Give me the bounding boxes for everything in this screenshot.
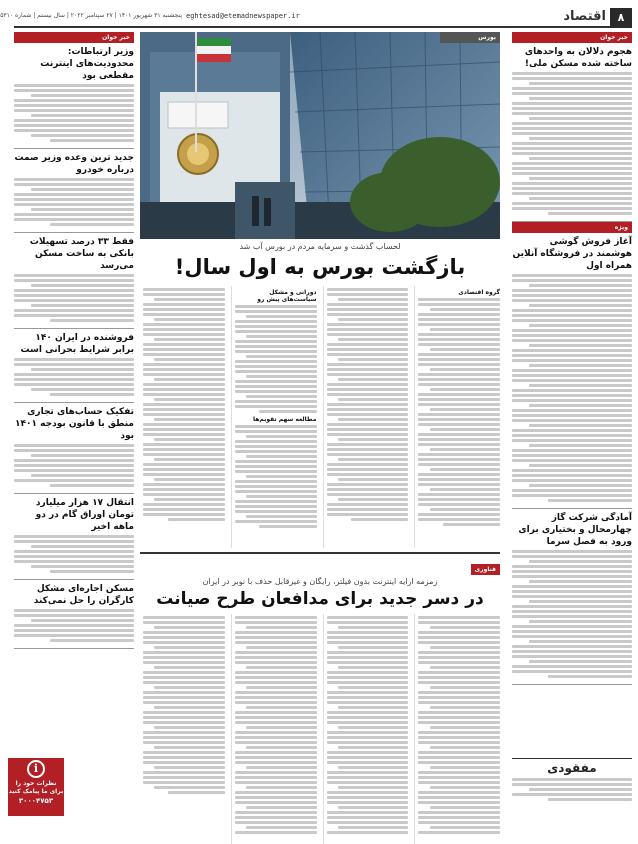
news-title: تفکیک حساب‌های تجاری منطق با قانون بودجه ۱۴۰۱ بود: [15, 407, 134, 441]
second-story-headline: در دسر جدید برای مدافعان طرح صیانت: [156, 589, 484, 609]
lead-article-body: [140, 286, 500, 548]
article-text: [512, 550, 632, 678]
lost-notice-text: [512, 778, 632, 801]
article-text: [14, 609, 134, 642]
article-text: [14, 358, 134, 396]
news-title: وزیر ارتباطات: محدودیت‌های اینترنت مقطعی بود: [40, 47, 134, 81]
second-story-body: [140, 614, 500, 844]
news-title: انتقال ۱۷ هزار میلیارد تومان اوراق گام در دو ماهه اخیر: [35, 498, 134, 532]
article-column: [140, 286, 225, 548]
article-text: [512, 274, 632, 502]
news-item[interactable]: [14, 233, 134, 329]
lost-notice-title: مفقودی: [547, 761, 597, 775]
news-title: مسکن اجاره‌ای مشکل کارگران را حل نمی‌کند: [33, 584, 134, 606]
news-item[interactable]: [14, 43, 134, 149]
lead-subheadline: لحساب گذشت و سرمایه مردم در بورس آب شد: [239, 242, 401, 251]
section-tag: فناوری: [471, 564, 500, 575]
lead-photo: [140, 32, 500, 239]
news-item[interactable]: [14, 329, 134, 403]
info-icon: i: [27, 760, 45, 778]
dateline: پنجشنبه ۳۱ شهریور ۱۴۰۱ | ۲۷ سپتامبر ۲۰۲۲ | سال بیستم | شماره ۵۳۱۰: [0, 12, 182, 19]
news-item[interactable]: [14, 403, 134, 494]
sms-feedback-text: نظرات خود را برای ما پیامک کنید: [8, 780, 64, 795]
sms-feedback-box[interactable]: [8, 758, 64, 816]
story-divider: [140, 552, 500, 554]
article-text: [14, 84, 134, 142]
article-column: [323, 286, 409, 548]
main-column: [140, 32, 500, 818]
page-header: [0, 8, 632, 28]
news-title: هجوم دلالان به واحدهای ساخته شده مسکن ملی!: [524, 47, 632, 69]
news-title: فروشنده در ایران ۱۴۰ برابر شرایط بحرانی است: [20, 333, 134, 355]
news-item[interactable]: [14, 494, 134, 580]
news-item[interactable]: [512, 43, 632, 222]
section-tag: بورس: [440, 32, 500, 43]
right-column: [512, 32, 632, 685]
news-title: آمادگی شرکت گاز چهارمحال و بختیاری برای ورود به فصل سرما: [518, 513, 632, 547]
news-item[interactable]: [14, 580, 134, 649]
article-text: [512, 72, 632, 215]
article-text: [14, 274, 134, 322]
article-text: [14, 444, 134, 487]
column-subhead: مطالعه سهم تقویم‌ها: [252, 416, 317, 423]
stock-exchange-building-image: [140, 32, 500, 239]
section-tag: خبر خوان: [14, 32, 134, 43]
news-title: آغاز فروش گوشی هوشمند در فروشگاه آنلاین همراه اول: [512, 237, 632, 271]
article-column: [414, 286, 500, 548]
left-column: [14, 32, 134, 649]
news-item[interactable]: [512, 233, 632, 509]
section-title: اقتصاد: [563, 9, 606, 24]
section-tag: ویژه: [512, 222, 632, 233]
news-item[interactable]: [14, 149, 134, 233]
article-text: [14, 178, 134, 226]
column-subhead: دورانی و مشکل سیاست‌های پیش رو: [257, 289, 317, 303]
lost-notice: [512, 758, 632, 816]
second-story[interactable]: [140, 556, 500, 844]
second-story-subheadline: زمزمه ارایه اینترنت بدون فیلتر، رایگان و غیرقابل حذف با نوبر در ایران: [202, 577, 438, 586]
sms-number: ۳۰۰۰۴۷۵۳: [18, 797, 54, 805]
column-subhead: گروه اقتصادی: [458, 289, 500, 296]
lead-headline: بازگشت بورس به اول سال!: [174, 255, 466, 279]
section-tag: خبر خوان: [512, 32, 632, 43]
news-title: فقط ۳۳ درصد تسهیلات بانکی به ساخت مسکن می‌رسد: [29, 237, 134, 271]
news-item[interactable]: [512, 509, 632, 685]
article-text: [14, 535, 134, 573]
page-number: ۸: [610, 8, 632, 28]
article-column: [231, 286, 317, 548]
website-link[interactable]: eghtesad@etemadnewspaper.ir: [186, 12, 300, 20]
news-title: جدید ترین وعده وزیر صمت درباره خودرو: [14, 153, 134, 175]
